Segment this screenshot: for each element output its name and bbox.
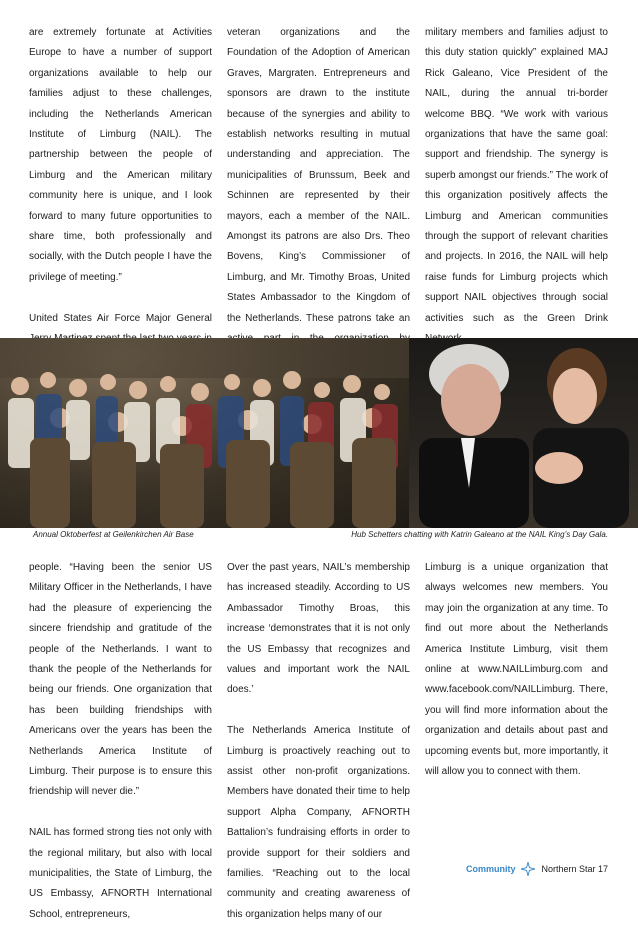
paragraph: are extremely fortunate at Activities Europe to have a number of support organizations available to help our families adjust to these challenges, including the Netherlands American Institute of Limburg (NAIL). The partnership between the people of Limburg and the American military community here is unique, and I look forward to many future opportunities to share time, both professionally and socially, with the Dutch people I have the privilege of meeting.” [29,27,212,283]
article-column-top-1 [29,23,212,390]
footer-page-label: Northern Star 17 [541,864,608,874]
footer-section-label: Community [465,864,516,874]
paragraph: Limburg is a unique organization that always welcomes new members. You may join the organization at any time. To find out more about the Netherlands America Institute Limburg, visit them online at www.NAILLimburg.com and www.facebook.com/NAILLimburg. There, you will find more information about the organization and details about past and upcoming events but, more importantly, it will allow you to connect with them. [425,562,608,778]
paragraph: military members and families adjust to this duty station quickly” explained MAJ Rick Galeano, Vice President of the NAIL, during the annual tri-border welcome BBQ. “We work with various organizations that have the same goal: support and friendship. The synergy is superb amongst our friends.” The work of this organization positively affects the Limburg and American communities through the support of relevant charities and projects. In 2016, the NAIL will help raise funds for Limburg projects which support NAIL objectives through social activities such as the Green Drink [425,27,608,324]
photo-caption-right: Hub Schetters chatting with Katrin Galeano at the NAIL King’s Day Gala. [351,530,608,539]
star-icon [521,862,535,876]
paragraph: United States Air Force Major General [29,312,212,324]
article-column-bottom-1 [29,558,212,925]
paragraph: people. “Having been the senior US Military Officer in the Netherlands, I have had the pleasure of experiencing the sincere friendship and gratitude of the people of the Netherlands. I want to thank the people of the Netherlands for being our friends. One organization that has been building friendships with Americans over the years has been the Netherlands America Institute of Limburg. Their purpose is to ensure this friendship will never die.” [29,562,212,798]
paragraph: Over the past years, NAIL’s membership has increased steadily. According to US Ambassador Timothy Broas, this increase ‘demonstrates that it is not only the US Embassy that recognizes and values and important work the NAIL does.’ [227,562,410,696]
paragraph: The Netherlands America Institute of Limburg is proactively reaching out to assist other non-profit organizations. Members have donated their time to help support Alpha Company, AFNORTH Battalion’s fundraising efforts in order to provide support for their soldiers and families. “Reaching out to the local community and creating awareness of this organization helps many of our [227,725,410,920]
photo-caption-left: Annual Oktoberfest at Geilenkirchen Air Base [33,530,194,539]
photo-band [0,338,638,528]
paragraph: NAIL has formed strong ties not only with the regional military, but also with local municipalities, the State of Limburg, the US Embassy, AFNORTH International School, entrepreneurs, [29,827,212,920]
kings-day-gala-photo [409,338,638,528]
article-column-top-3 [425,23,608,390]
portrait-illustration [409,338,638,528]
paragraph: veteran organizations and the Foundation of the Adoption of American Graves, Margraten. Entrepreneurs and sponsors are drawn to the institute because of the synergies and ability to establish networks resulting in mutual understanding and appreciation. The municipalities of Brunssum, Beek and Schinnen are represented by their mayors, each a member of the NAIL. Amongst its patrons are also Drs. Theo Bovens, King’s Commissioner of Limburg, and Mr. Timothy Broas, United States Ambassador to the Kingdom of the Netherlands. These patrons take an [227,27,410,324]
crowd-illustration [0,338,409,528]
oktoberfest-photo [0,338,409,528]
page-footer [466,862,608,876]
article-column-bottom-3 [425,558,608,782]
article-column-bottom-2 [227,558,410,925]
